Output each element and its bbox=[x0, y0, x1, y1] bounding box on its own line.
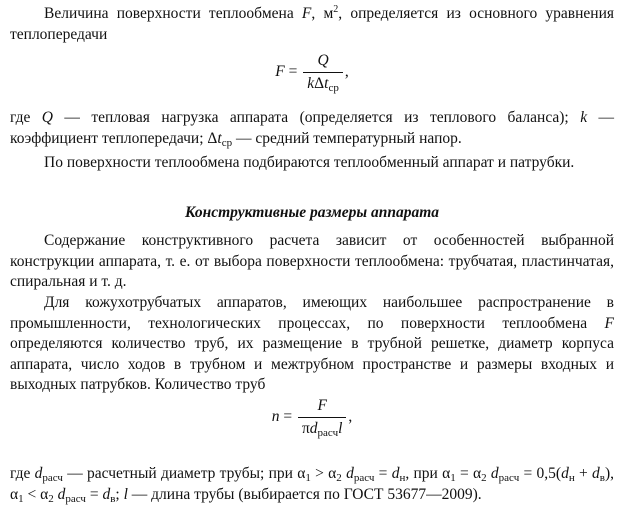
var-d: d bbox=[391, 465, 400, 482]
var-t: t bbox=[324, 75, 329, 92]
text: ; bbox=[115, 485, 124, 503]
formula-eq: = bbox=[284, 63, 302, 81]
text: = 0,5( bbox=[519, 465, 562, 482]
text: — длина трубы (выбирается по ГОСТ 53677—2009). bbox=[127, 485, 482, 503]
text: — коэффициент теплопередачи; Δ bbox=[10, 109, 615, 147]
formula-heat-surface bbox=[0, 52, 624, 93]
delta: Δ bbox=[314, 75, 325, 92]
subscript: в bbox=[110, 492, 116, 505]
subscript: ср bbox=[328, 82, 339, 94]
text: , при α bbox=[405, 465, 451, 482]
text: , м bbox=[311, 5, 334, 22]
subscript: расч bbox=[65, 492, 86, 505]
formula-eq: = bbox=[279, 408, 296, 426]
var-F: F bbox=[301, 5, 312, 22]
text: Величина поверхности теплообмена bbox=[44, 5, 302, 22]
paragraph-design-content: Содержание конструктивного расчета зависит от особенностей выбранной конструкции аппарата, т. е. от выбора поверхности теплообмена: трубчатая, пластинчатая, спиральная и т. д. bbox=[10, 232, 614, 290]
subscript: н bbox=[568, 472, 575, 484]
var-k: k bbox=[580, 109, 588, 126]
subscript: 2 bbox=[481, 472, 487, 484]
var-d: d bbox=[346, 465, 354, 482]
pi: π bbox=[301, 420, 310, 437]
var-d: d bbox=[490, 465, 499, 482]
var-d: d bbox=[309, 420, 318, 437]
fraction-numerator: F bbox=[317, 397, 327, 414]
text: где bbox=[10, 465, 35, 482]
var-F: F bbox=[604, 314, 614, 332]
formula-tail: , bbox=[344, 63, 349, 81]
subscript: ср bbox=[221, 136, 233, 149]
text: = α bbox=[455, 465, 482, 482]
subscript: расч bbox=[42, 472, 63, 484]
text: = bbox=[85, 485, 103, 503]
subscript: 2 bbox=[48, 492, 54, 505]
var-t: t bbox=[217, 129, 222, 147]
subscript: 1 bbox=[18, 492, 24, 505]
subscript: 1 bbox=[450, 472, 456, 484]
var-l: l bbox=[338, 420, 343, 437]
section-heading: Конструктивные размеры аппарата bbox=[184, 204, 440, 221]
paragraph-legend-2 bbox=[10, 464, 614, 505]
fraction-denominator bbox=[303, 72, 343, 93]
text: ), α bbox=[10, 465, 615, 503]
var-d: d bbox=[102, 485, 111, 503]
text: — расчетный диаметр трубы; при α bbox=[62, 465, 306, 482]
subscript: 1 bbox=[305, 472, 311, 484]
formula-lhs: n bbox=[271, 408, 280, 426]
text: Для кожухотрубчатых аппаратов, имеющих наибольшее распространение в промышленности, технологических процессах, по поверхности теплообмена bbox=[10, 294, 614, 332]
text: > α bbox=[310, 465, 337, 482]
subscript: расч bbox=[353, 472, 375, 484]
fraction-denominator bbox=[298, 417, 346, 438]
subscript: н bbox=[399, 472, 406, 484]
fraction bbox=[298, 397, 346, 438]
paragraph-shell-tube bbox=[10, 293, 614, 396]
subscript: 2 bbox=[336, 472, 342, 484]
paragraph-heat-surface bbox=[10, 4, 614, 45]
subscript: расч bbox=[317, 427, 339, 439]
text: , определяется из основного уравнения теплопередачи bbox=[10, 5, 614, 43]
var-d: d bbox=[57, 485, 66, 503]
subscript: в bbox=[599, 472, 605, 484]
text: + bbox=[574, 465, 593, 482]
fraction-numerator: Q bbox=[317, 52, 329, 69]
subscript: расч bbox=[498, 472, 520, 484]
var-d: d bbox=[592, 465, 600, 482]
fraction bbox=[303, 52, 343, 93]
var-k: k bbox=[307, 75, 315, 92]
paragraph-legend-1 bbox=[10, 108, 614, 149]
formula-tail: , bbox=[348, 408, 353, 426]
text: определяются количество труб, их размещение в трубной решетке, диаметр корпуса аппарата, число ходов в трубном и межтрубном пространстве и размеры входных и выходных патрубков. Количество труб bbox=[10, 335, 614, 393]
var-d: d bbox=[561, 465, 569, 482]
text: где bbox=[10, 109, 42, 126]
var-d: d bbox=[34, 465, 43, 482]
text: — тепловая нагрузка аппарата (определяется из теплового баланса); bbox=[53, 109, 581, 126]
var-l: l bbox=[123, 485, 128, 503]
formula-tube-count bbox=[0, 397, 624, 438]
text: < α bbox=[23, 485, 49, 503]
formula-lhs: F bbox=[275, 63, 285, 81]
superscript: 2 bbox=[333, 4, 339, 15]
var-Q: Q bbox=[41, 109, 53, 126]
paragraph-selection: По поверхности теплообмена подбираются теплообменный аппарат и патрубки. bbox=[44, 154, 575, 171]
text: = bbox=[374, 465, 392, 482]
text: — средний температурный напор. bbox=[232, 129, 462, 147]
